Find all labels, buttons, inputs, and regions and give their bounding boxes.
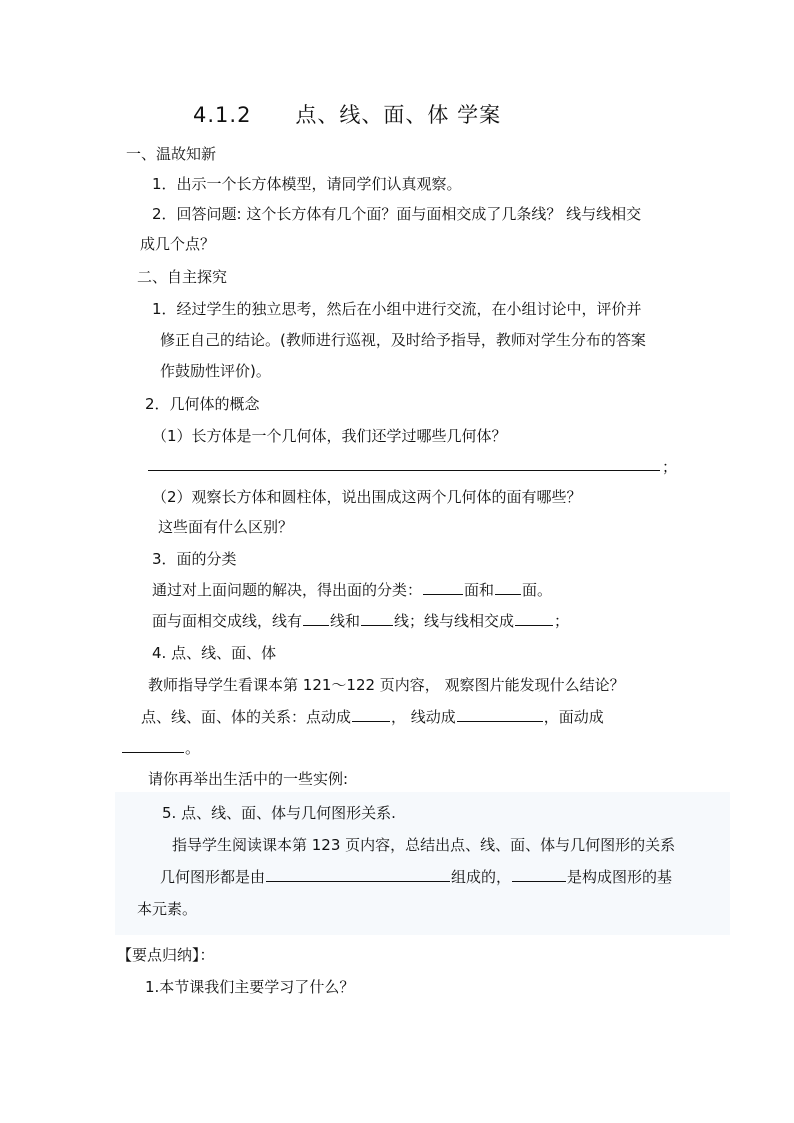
explore-item-1-line-3: 作鼓励性评价)。 [160, 362, 271, 380]
explore-item-1-line-2: 修正自己的结论。(教师进行巡视，及时给予指导，教师对学生分布的答案 [160, 331, 646, 349]
text-segment: 面。 [522, 581, 553, 599]
text-segment: ，面动成 [543, 708, 604, 726]
review-item-2-line-2: 成几个点？ [140, 235, 216, 253]
text-segment: 通过对上面问题的解决，得出面的分类： [152, 581, 423, 599]
surface-classification-line-1 [152, 579, 552, 601]
answer-blank[interactable] [515, 610, 553, 626]
geometry-relation-line-3: 本元素。 [137, 900, 198, 918]
answer-blank[interactable] [266, 866, 450, 882]
relation-line [141, 706, 604, 728]
text-segment: 面与面相交成线，线有 [152, 612, 303, 630]
answer-blank[interactable] [495, 579, 521, 595]
relation-line-2 [121, 737, 200, 759]
surface-classification-line-2 [152, 610, 569, 632]
surface-classification-heading: 3．面的分类 [152, 550, 237, 568]
review-item-2-line-1: 2．回答问题: 这个长方体有几个面？面与面相交成了几条线？ 线与线相交 [152, 205, 642, 223]
geometry-relation-instruction: 指导学生阅读课本第 123 页内容，总结出点、线、面、体与几何图形的关系 [172, 836, 676, 854]
answer-blank-geometry-bodies[interactable] [148, 470, 660, 471]
text-segment: 是构成图形的基 [567, 868, 673, 886]
section-heading-review: 一、温故知新 [126, 145, 217, 163]
textbook-instruction: 教师指导学生看课本第 121～122 页内容， 观察图片能发现什么结论？ [148, 676, 625, 694]
summary-heading: 【要点归纳】： [117, 946, 215, 964]
text-segment: ； [554, 612, 570, 630]
answer-blank[interactable] [352, 706, 390, 722]
examples-prompt: 请你再举出生活中的一些实例: [148, 770, 349, 788]
geometry-concept-heading: 2．几何体的概念 [145, 395, 260, 413]
point-line-surface-body-heading: 4. 点、线、面、体 [152, 644, 277, 662]
answer-blank[interactable] [303, 610, 329, 626]
question-1: （1）长方体是一个几何体，我们还学过哪些几何体？ [152, 427, 507, 445]
text-segment: 线；线与线相交成 [394, 612, 515, 630]
text-segment: 点、线、面、体的关系：点动成 [141, 708, 352, 726]
answer-blank[interactable] [423, 579, 463, 595]
geometry-relation-heading: 5. 点、线、面、体与几何图形关系. [162, 804, 396, 822]
text-segment: 组成的， [451, 868, 512, 886]
answer-blank[interactable] [457, 706, 543, 722]
text-segment: ， 线动成 [391, 708, 456, 726]
text-segment: 线和 [330, 612, 361, 630]
text-segment: 几何图形都是由 [160, 868, 266, 886]
geometry-relation-line-2 [160, 866, 672, 888]
page-title: 4.1.2 点、线、面、体 学案 [193, 103, 502, 127]
section-heading-explore: 二、自主探究 [137, 268, 228, 286]
question-2-line-1: （2）观察长方体和圆柱体，说出围成这两个几何体的面有哪些？ [152, 488, 582, 506]
summary-question-1: 1.本节课我们主要学习了什么？ [145, 978, 355, 996]
text-segment: 。 [185, 739, 201, 757]
answer-blank[interactable] [122, 737, 184, 753]
answer-blank[interactable] [361, 610, 393, 626]
explore-item-1-line-1: 1．经过学生的独立思考，然后在小组中进行交流，在小组讨论中，评价并 [152, 300, 642, 318]
review-item-1: 1．出示一个长方体模型，请同学们认真观察。 [152, 175, 462, 193]
question-2-line-2: 这些面有什么区别？ [158, 518, 294, 536]
text-segment: 面和 [464, 581, 495, 599]
question-1-end-mark: ； [662, 458, 678, 476]
answer-blank[interactable] [512, 866, 566, 882]
